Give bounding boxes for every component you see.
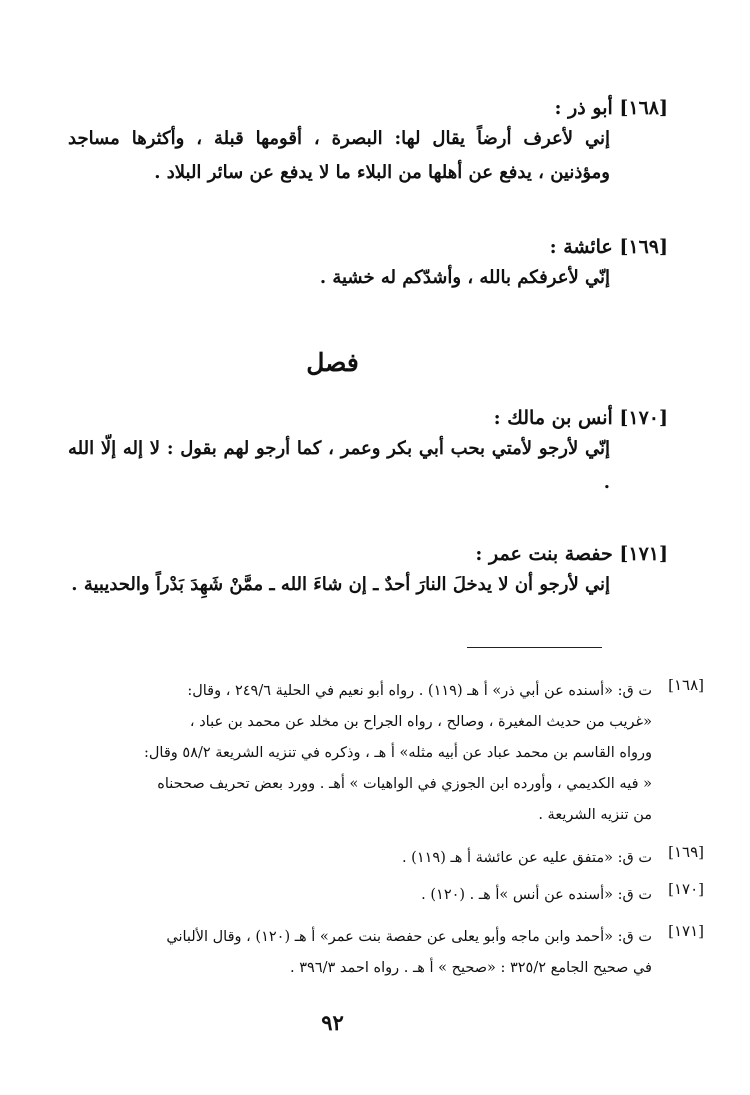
footnote-number: [١٧٠] [668, 880, 704, 898]
footnote-line: ورواه القاسم بن محمد عباد عن أبيه مثله» أ هـ ، وذكره في تنزيه الشريعة ٥٨/٢ وقال: [144, 745, 652, 761]
entry-heading: [١٧٠] أنس بن مالك : [493, 407, 668, 429]
entry-text: إنّي لأعرفكم بالله ، وأشدّكم له خشية . [319, 267, 610, 288]
footnote-171 [52, 922, 704, 984]
footnote-line: من تنزيه الشريعة . [538, 807, 652, 823]
footnote-line: « فيه الكديمي ، وأورده ابن الجوزي في الواهيات » أهـ . وورد بعض تحريف صححناه [157, 776, 652, 792]
entry-170 [68, 404, 668, 500]
entry-text: إني لأعرف أرضاً يقال لها: البصرة ، أقومها قبلة ، وأكثرها مساجد ومؤذنين ، يدفع عن أهلها من البلاء ما لا يدفع عن سائر البلاد . [68, 128, 610, 183]
section-title: فصل [306, 348, 359, 377]
footnote-line: ت ق: «أسنده عن أنس »أ هـ . (١٢٠) . [421, 887, 652, 903]
entry-heading: [١٦٨] أبو ذر : [554, 97, 668, 119]
footnote-number: [١٦٨] [668, 676, 704, 694]
footnote-number: [١٧١] [668, 922, 704, 940]
entry-heading: [١٦٩] عائشة : [549, 236, 668, 258]
footnote-170 [52, 880, 704, 911]
entry-text: إنّي لأرجو لأمتي بحب أبي بكر وعمر ، كما أرجو لهم بقول : لا إله إلّا الله . [68, 438, 610, 493]
entry-heading: [١٧١] حفصة بنت عمر : [475, 543, 668, 565]
footnote-line: في صحيح الجامع ٣٢٥/٢ : «صحيح » أ هـ . رواه احمد ٣٩٦/٣ . [290, 960, 652, 976]
entry-169 [68, 233, 668, 295]
footnote-line: ت ق: «أحمد وابن ماجه وأبو يعلى عن حفصة بنت عمر» أ هـ (١٢٠) ، وقال الألباني [166, 929, 652, 945]
footnote-line: «غريب من حديث المغيرة ، وصالح ، رواه الجراح بن مخلد عن محمد بن عباد ، [189, 714, 652, 730]
footnote-line: ت ق: «أسنده عن أبي ذر» أ هـ (١١٩) . رواه أبو نعيم في الحلية ٢٤٩/٦ ، وقال: [187, 683, 652, 699]
entry-text: إني لأرجو أن لا يدخلَ النارَ أحدٌ ـ إن شاءَ الله ـ ممَّنْ شَهِدَ بَدْراً والحديبية . [71, 574, 610, 595]
footnote-line: ت ق: «متفق عليه عن عائشة أ هـ (١١٩) . [401, 850, 652, 866]
footnote-169 [52, 843, 704, 874]
footnote-separator [467, 647, 602, 648]
entry-168 [68, 94, 668, 190]
page-number: ٩٢ [321, 1010, 344, 1035]
entry-171 [68, 540, 668, 602]
footnote-168 [52, 676, 704, 831]
footnote-number: [١٦٩] [668, 843, 704, 861]
